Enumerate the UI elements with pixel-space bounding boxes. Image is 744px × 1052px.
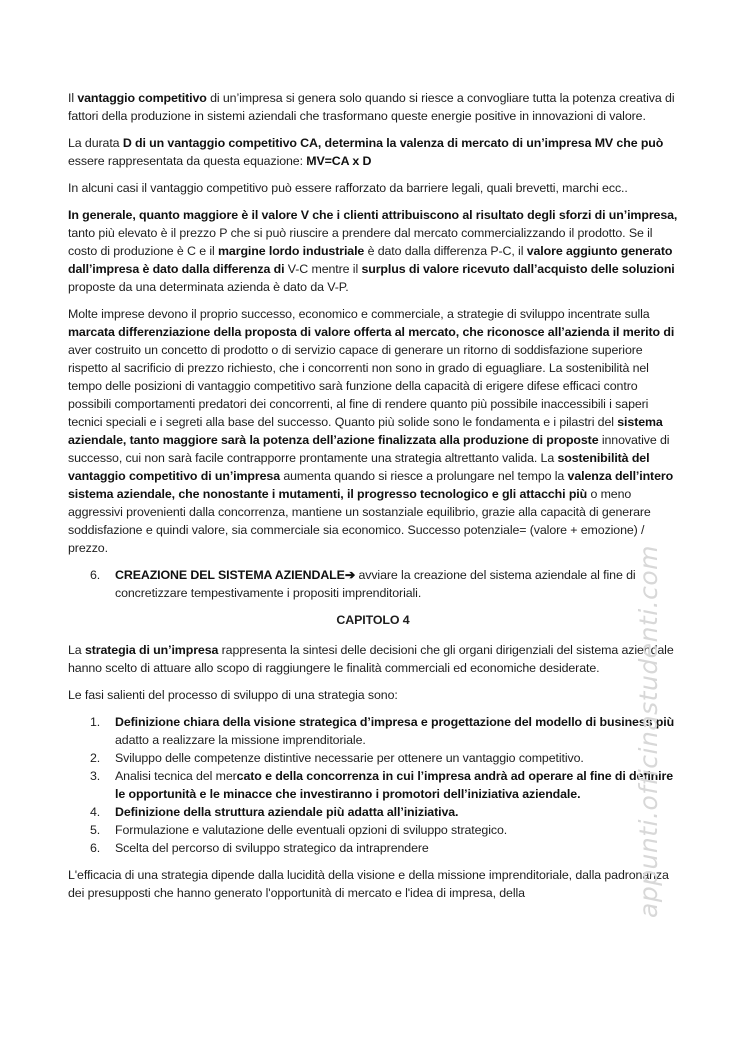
list-item: 2. Sviluppo delle competenze distintive necessarie per ottenere un vantaggio competitivo. [90, 751, 584, 765]
arrow-right-icon: ➔ [344, 568, 356, 582]
document-page [68, 89, 678, 911]
paragraph-fasi-intro: Le fasi salienti del processo di sviluppo di una strategia sono: [68, 688, 398, 702]
paragraph-vantaggio-competitivo: Il vantaggio competitivo di un’impresa si genera solo quando si riesce a convogliare tutta la potenza creativa di fattori della produzione in sistemi aziendali che trasformano queste energie positive in innovazioni di valore. [68, 91, 675, 123]
watermark: appunti.officinastudenti.com [634, 545, 663, 918]
list-item-creazione-sistema: 6. CREAZIONE DEL SISTEMA AZIENDALE➔ avviare la creazione del sistema aziendale al fine di concretizzare tempestivamente i propositi imprenditoriali. [90, 568, 636, 600]
paragraph-durata: La durata D di un vantaggio competitivo CA, determina la valenza di mercato di un’impresa MV che può essere rappresentata da questa equazione: MV=CA x D [68, 136, 664, 168]
list-item: 3. Analisi tecnica del mercato e della concorrenza in cui l’impresa andrà ad operare al fine di definire le opportunità e le minacce che investiranno i promotori dell’iniziativa aziendale. [90, 769, 674, 801]
phases-list [68, 713, 678, 857]
paragraph-efficacia: L'efficacia di una strategia dipende dalla lucidità della visione e della missione imprenditoriale, dalla padronanza dei presupposti che hanno generato l'opportunità di mercato e l'idea di impresa, della [68, 868, 669, 900]
paragraph-differenziazione: Molte imprese devono il proprio successo, economico e commerciale, a strategie di sviluppo incentrate sulla marcata differenziazione della proposta di valore offerta al mercato, che riconosce all’azienda il merito di aver costruito un concetto di prodotto o di servizio capace di generare un ritorno di soddisfazione superiore rispetto al sacrificio di prezzo richiesto, che i concorrenti non sono in grado di eguagliare. La sostenibilità nel tempo delle posizioni di vantaggio competitivo sarà funzione della capacità di erigere difese efficaci contro possibili comportamenti predatori dei concorrenti, al fine di rendere quanto più possibile inaccessibili i saperi tecnici speciali e i segreti alla base del successo. Quanto più solide sono le fondamenta e i pilastri del sistema aziendale, tanto maggiore sarà la potenza dell’azione finalizzata alla produzione di proposte innovative di successo, cui non sarà facile contrapporre prontamente una strategia altrettanto valida. La sostenibilità del vantaggio competitivo di un’impresa aumenta quando si riesce a prolungare nel tempo la valenza dell’intero sistema aziendale, che nonostante i mutamenti, il progresso tecnologico e gli attacchi più o meno aggressivi provenienti dalla concorrenza, mantiene un sostanziale equilibrio, grazie alla capacità di generare soddisfazione e quindi valore, sia commerciale sia economico. Successo potenziale= (valore + emozione) / prezzo. [68, 307, 675, 555]
chapter-heading: CAPITOLO 4 [336, 613, 410, 627]
list-item: 4. Definizione della struttura aziendale più adatta all’iniziativa. [90, 805, 459, 819]
paragraph-strategia: La strategia di un’impresa rappresenta la sintesi delle decisioni che gli organi dirigenziali del sistema aziendale hanno scelto di attuare allo scopo di raggiungere le finalità commerciali ed economiche desiderate. [68, 643, 674, 675]
list-item: 5. Formulazione e valutazione delle eventuali opzioni di sviluppo strategico. [90, 823, 508, 837]
list-item: 1. Definizione chiara della visione strategica d’impresa e progettazione del modello di business più adatto a realizzare la missione imprenditoriale. [90, 715, 675, 747]
list-item: 6. Scelta del percorso di sviluppo strategico da intraprendere [90, 841, 429, 855]
paragraph-barriere-legali: In alcuni casi il vantaggio competitivo può essere rafforzato da barriere legali, quali brevetti, marchi ecc.. [68, 181, 628, 195]
paragraph-valore: In generale, quanto maggiore è il valore V che i clienti attribuiscono al risultato degli sforzi di un’impresa, tanto più elevato è il prezzo P che si può riuscire a prendere dal mercato commercializzando il prodotto. Se il costo di produzione è C e il margine lordo industriale è dato dalla differenza P-C, il valore aggiunto generato dall’impresa è dato dalla differenza di V-C mentre il surplus di valore ricevuto dall’acquisto delle soluzioni proposte da una determinata azienda è dato da V-P. [68, 208, 678, 294]
